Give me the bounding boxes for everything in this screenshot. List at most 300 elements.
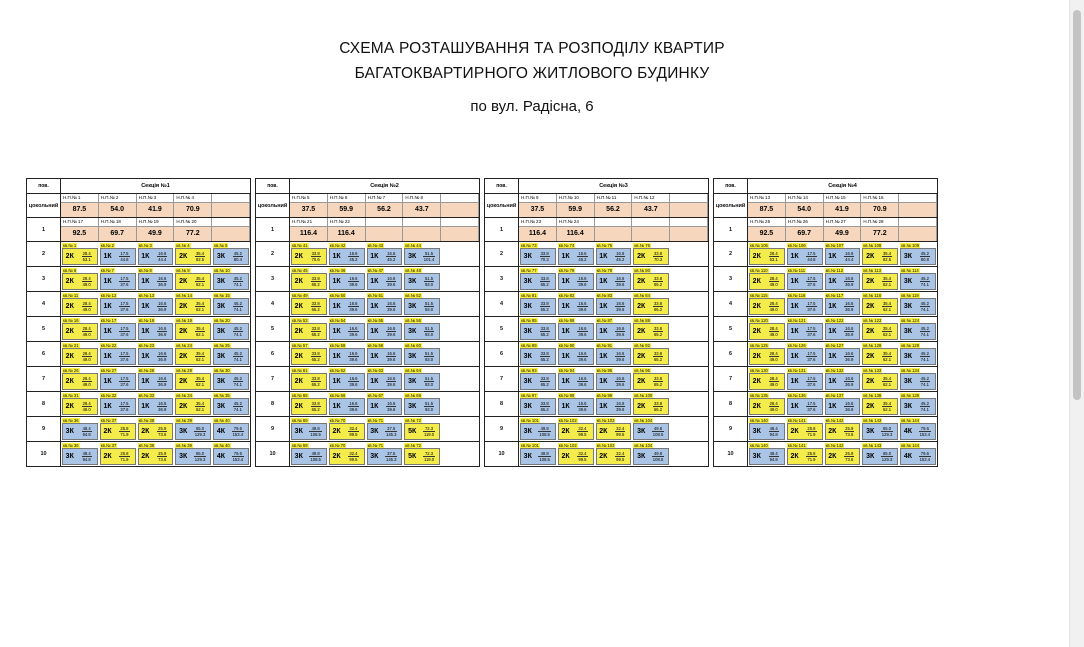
apartment-areas: [77, 449, 97, 464]
apartment-row: [519, 416, 708, 441]
room-count: 3К: [523, 278, 532, 285]
floor-label: цокольний: [27, 193, 61, 217]
apartment-number: кв.№ 57: [292, 343, 308, 348]
living-area: 17.5: [120, 301, 129, 306]
apartment-cell: [99, 318, 137, 340]
apartment-number: кв.№ 61: [292, 368, 308, 373]
apartment-body: [558, 273, 594, 290]
total-area: 129.3: [194, 432, 206, 437]
scrollbar-thumb[interactable]: [1073, 10, 1081, 400]
apartment-number: кв.№ 108: [863, 243, 882, 248]
apartment-areas: [114, 399, 134, 414]
room-count: 3К: [523, 328, 532, 335]
room-count: 1К: [103, 353, 112, 360]
apartment-cell: [670, 418, 708, 440]
total-area: 70.3: [540, 257, 549, 262]
room-count: 1К: [370, 253, 379, 260]
apartment-body: [62, 398, 98, 415]
apartment-number: кв.№ 94: [558, 368, 575, 373]
living-area: 45.2: [233, 351, 242, 356]
living-area: 35.4: [882, 301, 892, 306]
living-area: 25.8: [807, 426, 816, 431]
apartment-body: [329, 348, 365, 365]
total-area: 65.2: [540, 357, 549, 362]
apartment-body: [62, 373, 98, 390]
apartment-cell: [99, 343, 137, 365]
apartment-number: кв.№ 138: [863, 393, 882, 398]
apartment-number: кв.№ 126: [787, 343, 806, 348]
apartment-areas: [915, 249, 935, 264]
total-area: 70.3: [653, 257, 663, 262]
apartment-number: кв.№ 44: [405, 243, 421, 248]
living-area: 16.6: [578, 351, 587, 356]
apartment-areas: [764, 249, 784, 264]
living-area: 45.2: [233, 326, 242, 331]
apartment-body: [291, 423, 327, 440]
apartment-number: кв.№ 69: [292, 443, 308, 448]
apartment-number: кв.№ 140: [750, 418, 768, 423]
room-count: 3К: [523, 403, 532, 410]
room-count: 1К: [141, 403, 150, 410]
apartment-number: кв.№ 114: [901, 268, 919, 273]
total-area: 153.4: [919, 432, 931, 437]
apartment-cell: [441, 443, 479, 465]
total-area: 53.1: [82, 257, 91, 262]
living-area: 49.8: [311, 451, 320, 456]
commercial-unit-label: Н.П.№ 28: [861, 218, 899, 226]
apartment-cell: [328, 418, 366, 440]
total-area: 94.8: [769, 432, 778, 437]
apartment-areas: [801, 399, 821, 414]
apartment-cell: [748, 243, 786, 265]
room-count: 2К: [294, 328, 303, 335]
apartment-number: кв.№ 45: [292, 268, 308, 273]
apartment-number: кв.№ 131: [787, 368, 806, 373]
apartment-body: [633, 348, 669, 365]
living-area: 28.4: [82, 301, 91, 306]
commercial-areas: [290, 202, 479, 217]
living-area: 16.6: [387, 351, 396, 356]
apartment-areas: [535, 449, 555, 464]
apartment-number: [671, 343, 673, 348]
commercial-unit-label: [366, 218, 404, 226]
apartment-row: [61, 366, 250, 391]
living-area: 51.5: [424, 251, 434, 256]
apartment-cell: [595, 368, 633, 390]
floor-label: 8: [485, 391, 519, 416]
commercial-unit-area: [632, 226, 670, 241]
apartment-cell: [595, 293, 633, 315]
apartment-cell: [557, 243, 595, 265]
apartment-cell: [328, 393, 366, 415]
apartment-body: [633, 423, 669, 440]
commercial-unit-area: 43.7: [403, 202, 441, 217]
apartment-areas: [343, 299, 363, 314]
apartment-cell: [824, 443, 862, 465]
apartment-areas: [877, 374, 897, 389]
apartment-cell: [212, 443, 250, 465]
apartment-cell: [899, 393, 937, 415]
apartment-cell: [595, 418, 633, 440]
apartment-number: кв.№ 111: [787, 268, 806, 273]
apartment-cell: [519, 243, 557, 265]
living-area: 17.5: [807, 326, 816, 331]
apartment-row: [748, 441, 937, 466]
apartment-cell: [786, 343, 824, 365]
apartment-areas: [915, 274, 935, 289]
floor-label: 7: [714, 366, 748, 391]
total-area: 119.0: [423, 457, 435, 462]
room-count: 1К: [828, 278, 837, 285]
apartment-areas: [343, 399, 363, 414]
apartment-areas: [228, 399, 248, 414]
apartment-row: [61, 316, 250, 341]
apartment-number: кв.№ 85: [521, 318, 537, 323]
apartment-cell: [99, 268, 137, 290]
commercial-unit-area: [212, 202, 250, 217]
address-line: по вул. Радісна, 6: [470, 98, 594, 115]
living-area: 79.6: [920, 451, 929, 456]
living-area: 16.6: [158, 276, 167, 281]
room-count: 2К: [332, 453, 341, 460]
living-area: 33.8: [311, 326, 320, 331]
total-area: 44.8: [807, 257, 816, 262]
apartment-areas: [915, 449, 935, 464]
apartment-cell: [290, 368, 328, 390]
total-area: 49.0: [82, 382, 91, 387]
living-area: 35.4: [882, 326, 892, 331]
apartment-number: кв.№ 118: [863, 293, 881, 298]
floor-label: 4: [27, 291, 61, 316]
living-area: 25.8: [120, 426, 129, 431]
apartment-body: [633, 323, 669, 340]
apartment-number: [442, 318, 444, 323]
apartment-areas: [572, 399, 592, 414]
total-area: 62.1: [195, 332, 205, 337]
section-table: [26, 178, 251, 467]
apartment-number: кв.№ 77: [521, 268, 537, 273]
apartment-number: кв.№ 37: [100, 418, 117, 423]
living-area: 35.4: [195, 301, 205, 306]
apartment-cell: [748, 268, 786, 290]
apartment-number: кв.№ 103: [596, 443, 615, 448]
apartment-cell: [366, 318, 404, 340]
apartment-body: [749, 373, 785, 390]
room-count: 3К: [637, 428, 646, 435]
apartment-cell: [861, 318, 899, 340]
commercial-unit-area: 59.9: [328, 202, 366, 217]
apartment-cell: [174, 418, 212, 440]
living-area: 16.6: [616, 351, 625, 356]
apartment-cell: [670, 243, 708, 265]
apartment-number: кв.№ 92: [634, 343, 650, 348]
apartment-number-wrap: [671, 368, 707, 373]
apartment-number: [671, 293, 673, 298]
living-area: 28.4: [769, 351, 778, 356]
apartment-body: [749, 423, 785, 440]
living-area: 49.8: [653, 451, 663, 456]
apartment-body: [213, 398, 249, 415]
apartment-body: [62, 298, 98, 315]
apartment-cell: [824, 393, 862, 415]
apartment-areas: [839, 349, 859, 364]
commercial-unit-label: Н.П.№ 10: [557, 194, 595, 202]
total-area: 65.2: [311, 357, 320, 362]
living-area: 16.6: [578, 276, 587, 281]
apartment-areas: [535, 374, 555, 389]
apartment-body: [862, 348, 898, 365]
apartment-body: [862, 423, 898, 440]
apartment-body: [100, 448, 136, 465]
living-area: 16.6: [578, 251, 587, 256]
living-area: 16.6: [616, 276, 625, 281]
apartment-cell: [748, 418, 786, 440]
apartment-areas: [228, 349, 248, 364]
living-area: 16.6: [158, 376, 167, 381]
room-count: 3К: [523, 253, 532, 260]
apartment-body: [558, 398, 594, 415]
room-count: 3К: [903, 253, 913, 260]
apartment-number: кв.№ 99: [596, 393, 613, 398]
apartment-body: [520, 323, 556, 340]
apartment-areas: [77, 424, 97, 439]
apartment-body: [62, 323, 98, 340]
apartment-number: кв.№ 29: [176, 368, 192, 373]
apartment-cell: [786, 318, 824, 340]
living-area: 72.3: [424, 426, 434, 431]
living-area: 33.8: [540, 351, 549, 356]
living-area: 16.6: [349, 326, 358, 331]
commercial-unit-area: [670, 226, 708, 241]
commercial-unit-label: Н.П.№ 26: [786, 218, 824, 226]
apartment-row: [290, 366, 479, 391]
living-area: 16.6: [578, 401, 587, 406]
apartment-cell: [632, 418, 670, 440]
apartment-areas: [648, 424, 668, 439]
apartment-cell: [557, 418, 595, 440]
apartment-body: [367, 348, 403, 365]
apartment-number: кв.№ 130: [750, 368, 768, 373]
apartment-cell: [861, 443, 899, 465]
apartment-body: [100, 423, 136, 440]
apartment-body: [900, 248, 936, 265]
apartment-cell: [290, 318, 328, 340]
floor-column-header: пов.: [27, 179, 61, 193]
commercial-unit-area: [441, 202, 479, 217]
total-area: 39.6: [349, 382, 358, 387]
total-area: 62.1: [195, 307, 205, 312]
room-count: 1К: [141, 353, 150, 360]
apartment-body: [787, 423, 823, 440]
total-area: 71.9: [807, 457, 816, 462]
apartment-body: [404, 423, 440, 440]
apartment-body: [367, 423, 403, 440]
apartment-areas: [114, 374, 134, 389]
floor-label: 4: [714, 291, 748, 316]
room-count: 1К: [599, 403, 608, 410]
apartment-cell: [99, 243, 137, 265]
total-area: 39.6: [616, 357, 625, 362]
apartment-row: [290, 241, 479, 266]
apartment-number: кв.№ 62: [329, 368, 346, 373]
apartment-body: [329, 248, 365, 265]
total-area: 74.1: [920, 382, 929, 387]
living-area: 16.6: [387, 401, 396, 406]
apartment-areas: [306, 299, 326, 314]
apartment-cell: [786, 243, 824, 265]
apartment-body: [62, 423, 98, 440]
living-area: 16.6: [349, 351, 358, 356]
commercial-unit-label: Н.П.№ 22: [328, 218, 366, 226]
living-area: 33.8: [311, 301, 320, 306]
commercial-unit-label: Н.П.№ 7: [366, 194, 404, 202]
apartment-body: [749, 448, 785, 465]
apartment-number: кв.№ 11: [63, 293, 79, 298]
commercial-row: [61, 217, 250, 241]
apartment-number-wrap: [671, 293, 707, 298]
room-count: 1К: [790, 378, 799, 385]
total-area: 99.5: [578, 457, 587, 462]
total-area: 36.9: [845, 407, 854, 412]
apartment-body: [520, 373, 556, 390]
apartment-areas: [877, 299, 897, 314]
living-area: 16.6: [387, 301, 396, 306]
room-count: 2К: [752, 253, 761, 260]
apartment-number-wrap: [442, 343, 478, 348]
apartment-body: [520, 448, 556, 465]
apartment-body: [749, 323, 785, 340]
apartment-number: кв.№ 140: [750, 443, 768, 448]
apartment-cell: [99, 418, 137, 440]
living-area: 28.4: [769, 301, 778, 306]
apartment-cell: [403, 293, 441, 315]
apartment-number: кв.№ 143: [863, 443, 882, 448]
apartment-row: [748, 241, 937, 266]
room-count: 1К: [141, 303, 150, 310]
floor-label: 9: [256, 416, 290, 441]
commercial-unit-area: 56.2: [595, 202, 633, 217]
room-count: 1К: [332, 303, 341, 310]
apartment-cell: [861, 418, 899, 440]
room-count: 2К: [637, 353, 646, 360]
apartment-number: [442, 293, 444, 298]
apartment-body: [900, 348, 936, 365]
apartment-number: кв.№ 95: [596, 368, 613, 373]
room-count: 2К: [65, 253, 74, 260]
apartment-body: [213, 298, 249, 315]
apartment-number: [671, 393, 673, 398]
living-area: 33.8: [653, 376, 663, 381]
apartment-areas: [877, 249, 897, 264]
living-area: 25.8: [120, 451, 129, 456]
apartment-cell: [824, 368, 862, 390]
room-count: 2К: [637, 303, 646, 310]
room-count: 3К: [408, 378, 417, 385]
apartment-cell: [899, 293, 937, 315]
apartment-number: кв.№ 101: [521, 418, 539, 423]
room-count: 5К: [408, 428, 417, 435]
apartment-body: [367, 373, 403, 390]
apartment-body: [558, 448, 594, 465]
apartment-number: кв.№ 52: [405, 293, 421, 298]
living-area: 33.8: [653, 351, 663, 356]
apartment-body: [329, 423, 365, 440]
apartment-areas: [610, 374, 630, 389]
living-area: 17.5: [807, 251, 816, 256]
apartment-body: [825, 273, 861, 290]
commercial-unit-area: [366, 226, 404, 241]
living-area: 49.8: [540, 451, 549, 456]
apartment-body: [862, 398, 898, 415]
living-area: 51.5: [424, 276, 434, 281]
total-area: 74.1: [233, 307, 242, 312]
apartment-number: кв.№ 22: [100, 343, 117, 348]
apartment-areas: [306, 349, 326, 364]
commercial-unit-area: 116.4: [519, 226, 557, 241]
apartment-cell: [557, 318, 595, 340]
total-area: 153.4: [919, 457, 931, 462]
apartment-areas: [572, 299, 592, 314]
commercial-areas: [748, 226, 937, 241]
apartment-areas: [535, 399, 555, 414]
apartment-areas: [572, 349, 592, 364]
apartment-number: [671, 368, 673, 373]
total-area: 74.1: [920, 357, 929, 362]
apartment-number: кв.№ 30: [214, 368, 230, 373]
commercial-unit-area: [899, 202, 937, 217]
room-count: 4К: [903, 453, 913, 460]
apartment-areas: [152, 374, 172, 389]
apartment-number-wrap: [671, 443, 707, 448]
room-count: 2К: [65, 403, 74, 410]
living-area: 45.2: [233, 276, 242, 281]
apartment-cell: [61, 318, 99, 340]
vertical-scrollbar[interactable]: [1069, 0, 1084, 647]
apartment-row: [519, 266, 708, 291]
room-count: 1К: [103, 403, 112, 410]
apartment-cell: [137, 293, 175, 315]
apartment-areas: [228, 249, 248, 264]
apartment-body: [787, 323, 823, 340]
apartment-cell: [212, 268, 250, 290]
total-area: 39.6: [616, 307, 625, 312]
commercial-unit-label: Н.П.№ 24: [557, 218, 595, 226]
commercial-unit-label: [899, 194, 937, 202]
total-area: 62.1: [195, 407, 205, 412]
total-area: 45.2: [349, 257, 358, 262]
room-count: 3К: [216, 378, 226, 385]
floor-label: 1: [256, 217, 290, 241]
apartment-cell: [748, 343, 786, 365]
room-count: 3К: [523, 428, 532, 435]
room-count: 5К: [408, 453, 417, 460]
apartment-row: [290, 266, 479, 291]
room-count: 2К: [752, 378, 761, 385]
sections-container: [26, 178, 938, 467]
apartment-cell: [861, 293, 899, 315]
total-area: 74.1: [233, 407, 242, 412]
total-area: 99.5: [349, 432, 358, 437]
apartment-number-wrap: [442, 243, 478, 248]
room-count: 3К: [903, 303, 913, 310]
total-area: 73.6: [845, 432, 854, 437]
floor-label: 10: [714, 441, 748, 466]
apartment-body: [329, 273, 365, 290]
apartment-body: [749, 273, 785, 290]
apartment-number: [671, 418, 673, 423]
apartment-areas: [915, 374, 935, 389]
total-area: 74.1: [233, 332, 242, 337]
